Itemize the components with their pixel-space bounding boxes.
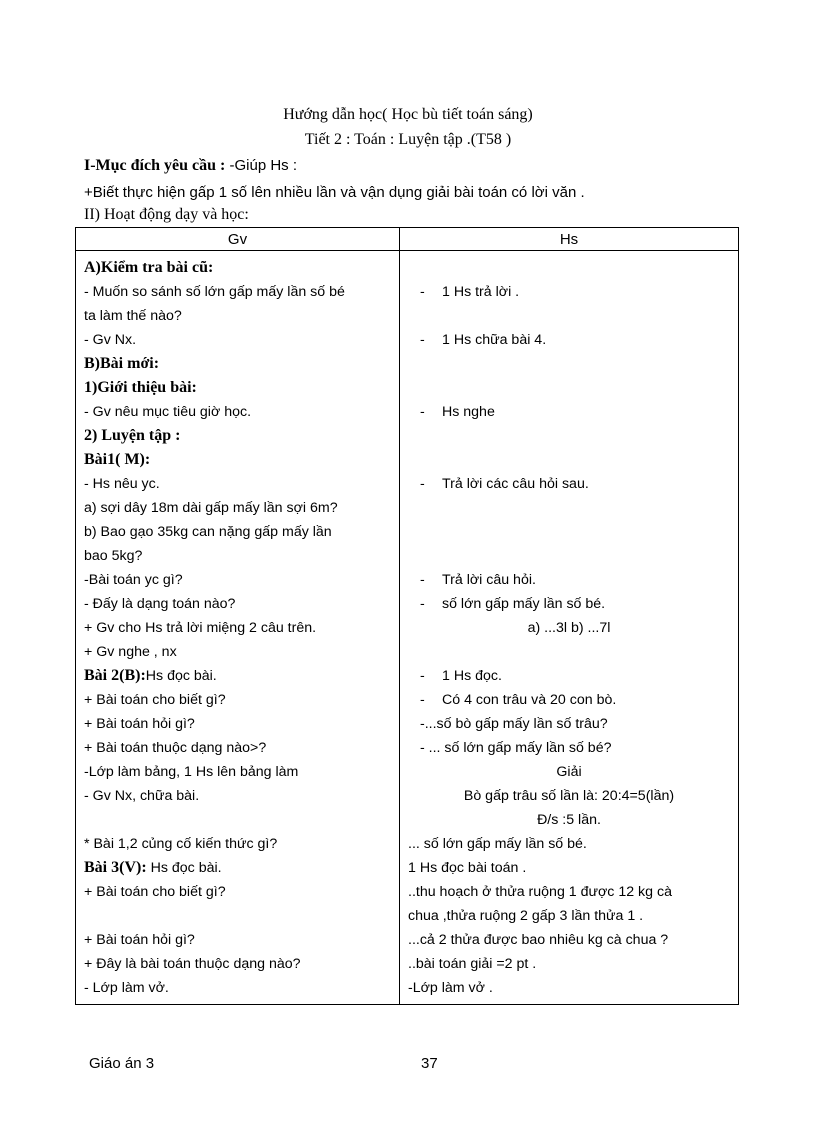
row-text: a) sợi dây 18m dài gấp mấy lần sợi 6m? [84, 500, 338, 516]
teacher-row [84, 640, 391, 664]
row-text: + Gv cho Hs trả lời miệng 2 câu trên. [84, 620, 317, 636]
row-text: Bò gấp trâu số lần là: 20:4=5(lần) [463, 788, 675, 804]
row-text: -Lớp làm bảng, 1 Hs lên bảng làm [84, 764, 299, 780]
teacher-row [84, 400, 391, 424]
row-text: - ... số lớn gấp mấy lần số bé? [420, 740, 612, 756]
teacher-row [84, 784, 391, 808]
section-heading: B)Bài mới: [84, 355, 160, 372]
teacher-row [84, 280, 391, 304]
teacher-row [84, 736, 391, 760]
student-row [408, 544, 730, 568]
row-text: b) Bao gạo 35kg can nặng gấp mấy lần [84, 524, 332, 540]
lesson-subtitle: Tiết 2 : Toán : Luyện tập .(T58 ) [304, 131, 512, 148]
bullet-dash: - [420, 284, 425, 300]
student-row [408, 400, 730, 424]
teacher-row [84, 328, 391, 352]
teacher-row [84, 520, 391, 544]
row-text: - Lớp làm vở. [84, 980, 169, 996]
section-heading: A)Kiểm tra bài cũ: [84, 259, 214, 276]
page-number: 37 [421, 1055, 438, 1072]
row-text: ... số lớn gấp mấy lần số bé. [408, 836, 587, 852]
teacher-row [84, 448, 391, 472]
teacher-row [84, 688, 391, 712]
row-text: -Bài toán yc gì? [84, 572, 183, 588]
bullet-dash: - [420, 332, 425, 348]
teacher-row [84, 496, 391, 520]
teacher-column [76, 251, 399, 1000]
student-row [408, 664, 730, 688]
bullet-dash: - [420, 404, 425, 420]
teacher-row [84, 544, 391, 568]
row-text: ..thu hoạch ở thửa ruộng 1 được 12 kg cà [408, 884, 672, 900]
teacher-row [84, 352, 391, 376]
teacher-row [84, 616, 391, 640]
row-text: 1 Hs chữa bài 4. [442, 332, 547, 348]
student-row [408, 760, 730, 784]
row-text: + Bài toán thuộc dạng nào>? [84, 740, 267, 756]
teacher-row [84, 376, 391, 400]
student-row [408, 520, 730, 544]
row-text: 1 Hs đọc. [442, 668, 502, 684]
student-row [408, 280, 730, 304]
student-row [408, 736, 730, 760]
document-title: Hướng dẫn học( Học bù tiết toán sáng) [283, 106, 533, 123]
section-heading: Bài1( M): [84, 451, 151, 468]
teacher-row [84, 952, 391, 976]
teacher-row [84, 976, 391, 1000]
student-row [408, 640, 730, 664]
row-text: Đ/s :5 lần. [537, 812, 601, 828]
student-row [408, 880, 730, 904]
student-row [408, 328, 730, 352]
student-row [408, 976, 730, 1000]
bullet-dash: - [420, 572, 425, 588]
row-text: - Gv Nx, chữa bài. [84, 788, 200, 804]
teacher-row [84, 304, 391, 328]
row-text: + Bài toán cho biết gì? [84, 692, 226, 708]
objectives-line [84, 157, 297, 175]
bullet-dash: - [420, 692, 425, 708]
bullet-dash: - [420, 476, 425, 492]
student-row [408, 904, 730, 928]
row-text: + Bài toán cho biết gì? [84, 884, 226, 900]
section-heading: Bài 2(B): [84, 667, 146, 684]
row-text: * Bài 1,2 củng cố kiến thức gì? [84, 836, 278, 852]
row-text: Giải [556, 764, 582, 780]
teacher-row [84, 904, 391, 928]
teacher-row [84, 664, 391, 688]
student-row [408, 808, 730, 832]
row-text: -...số bò gấp mấy lần số trâu? [420, 716, 608, 732]
student-row [408, 496, 730, 520]
teacher-row [84, 472, 391, 496]
student-row [408, 256, 730, 280]
row-text: 1 Hs trả lời . [442, 284, 520, 300]
objectives-label: I-Mục đích yêu cầu : [84, 157, 226, 174]
section-heading: 1)Giới thiệu bài: [84, 379, 197, 396]
objectives-text: -Giúp Hs : [225, 157, 298, 174]
teacher-row [84, 808, 391, 832]
student-row [408, 856, 730, 880]
student-row [408, 472, 730, 496]
row-text: + Bài toán hỏi gì? [84, 932, 195, 948]
section-heading: Bài 3(V): [84, 859, 147, 876]
student-column [400, 251, 738, 1000]
row-text: - Đấy là dạng toán nào? [84, 596, 236, 612]
section-heading: 2) Luyện tập : [84, 427, 181, 444]
student-row [408, 568, 730, 592]
student-row [408, 448, 730, 472]
row-text: - Hs nêu yc. [84, 476, 160, 492]
student-row [408, 928, 730, 952]
student-row [408, 832, 730, 856]
row-text: Hs đọc bài. [146, 860, 222, 876]
bullet-dash: - [420, 596, 425, 612]
teacher-row [84, 424, 391, 448]
student-row [408, 616, 730, 640]
row-text: - Gv nêu mục tiêu giờ học. [84, 404, 252, 420]
row-text: bao 5kg? [84, 548, 143, 564]
teacher-row [84, 928, 391, 952]
row-text: + Bài toán hỏi gì? [84, 716, 195, 732]
row-text: - Gv Nx. [84, 332, 137, 348]
objectives-goal: +Biết thực hiện gấp 1 số lên nhiều lần và vận dụng giải bài toán có lời văn . [84, 184, 585, 201]
column-header-gv: Gv [76, 228, 400, 251]
student-row [408, 952, 730, 976]
teacher-row [84, 832, 391, 856]
row-text: Trả lời các câu hỏi sau. [442, 476, 589, 492]
teacher-row [84, 592, 391, 616]
teacher-row [84, 568, 391, 592]
student-row [408, 424, 730, 448]
row-text: Hs nghe [442, 404, 495, 420]
student-row [408, 592, 730, 616]
teacher-row [84, 712, 391, 736]
row-text: + Gv nghe , nx [84, 644, 177, 660]
student-row [408, 712, 730, 736]
lesson-table [75, 227, 739, 1005]
row-text: Có 4 con trâu và 20 con bò. [442, 692, 617, 708]
student-row [408, 688, 730, 712]
row-text: a) ...3l b) ...7l [527, 620, 611, 636]
footer-label: Giáo án 3 [89, 1055, 155, 1072]
student-row [408, 304, 730, 328]
teacher-row [84, 256, 391, 280]
row-text: ..bài toán giải =2 pt . [408, 956, 537, 972]
student-row [408, 784, 730, 808]
row-text: Hs đọc bài. [145, 668, 217, 684]
row-text: + Đây là bài toán thuộc dạng nào? [84, 956, 301, 972]
row-text: ...cả 2 thửa được bao nhiêu kg cà chua ? [408, 932, 669, 948]
row-text: Trả lời câu hỏi. [442, 572, 536, 588]
column-header-hs: Hs [400, 228, 739, 251]
row-text: số lớn gấp mấy lần số bé. [442, 596, 606, 612]
activities-label: II) Hoạt động dạy và học: [84, 206, 249, 223]
student-row [408, 352, 730, 376]
row-text: ta làm thế nào? [84, 308, 182, 324]
teacher-row [84, 856, 391, 880]
row-text: 1 Hs đọc bài toán . [408, 860, 527, 876]
row-text: -Lớp làm vở . [408, 980, 493, 996]
row-text: chua ,thửa ruộng 2 gấp 3 lần thửa 1 . [408, 908, 644, 924]
student-row [408, 376, 730, 400]
teacher-row [84, 880, 391, 904]
teacher-row [84, 760, 391, 784]
row-text: - Muốn so sánh số lớn gấp mấy lần số bé [84, 284, 345, 300]
bullet-dash: - [420, 668, 425, 684]
